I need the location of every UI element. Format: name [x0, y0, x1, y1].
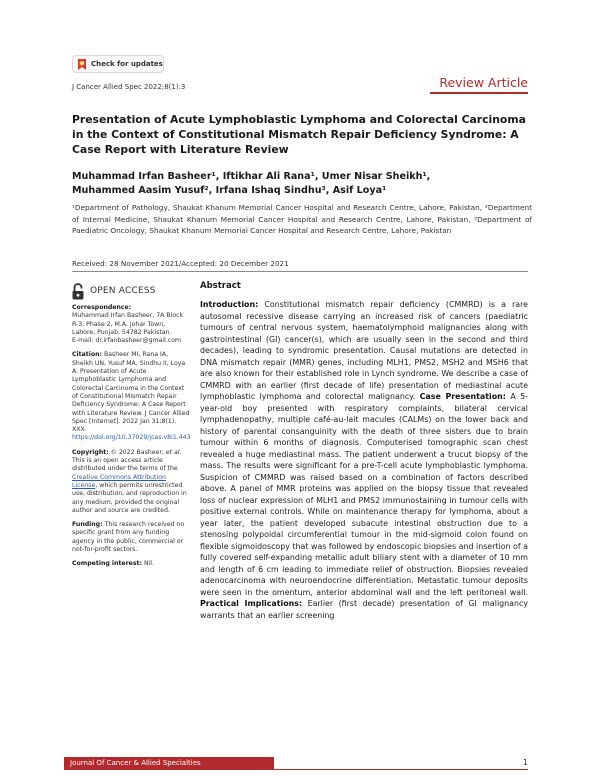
citation-text: Basheer MI, Rana IA, Sheikh UN, Yusuf MA, Sindhu II, Loya A. Presentation of Acute Lymphoblastic Lymphoma and Colorectal Carcinoma in the Context of Constitutional Mismatch Repair Deficiency Syndrome: A Case Report with Literature Review. J Cancer Allied Spec [Internet]. 2022 Jan 31;8(1). XXX. [72, 351, 190, 434]
correspondence-label: Correspondence: [72, 304, 132, 311]
license-link[interactable]: Creative Commons Attribution License [72, 473, 166, 489]
article-title: Presentation of Acute Lymphoblastic Lymphoma and Colorectal Carcinoma in the Context of Constitutional Mismatch Repair Deficiency Syndrome: A Case Report with Literature Review [72, 113, 526, 156]
article-type: Review Article [439, 75, 528, 90]
abstract-section [200, 281, 528, 621]
copyright-label: Copyright: [72, 448, 109, 456]
competing-interest-block [72, 560, 190, 568]
open-lock-icon [72, 283, 84, 300]
copyright-etal: et al. [165, 448, 182, 456]
competing-interest-label: Competing interest: [72, 560, 142, 568]
funding-block [72, 521, 190, 554]
copyright-mid: This is an open access article distributed under the terms of the [72, 457, 178, 473]
copyright-pre: © 2022 Basheer, [110, 448, 166, 456]
open-access-label: OPEN ACCESS [90, 285, 156, 296]
sidebar [72, 280, 190, 575]
correspondence-email[interactable]: E-mail: dr.irfanbasheer@gmail.com [72, 337, 182, 345]
authors-line-1: Muhammad Irfan Basheer¹, Iftikhar Ali Rana¹, Umer Nisar Sheikh¹, [72, 171, 431, 182]
open-access-badge [72, 280, 190, 302]
received-accepted-dates: Received: 28 November 2021/Accepted: 20 December 2021 [72, 259, 289, 268]
introduction-text: Constitutional mismatch repair deficiency (CMMRD) is a rare autosomal recessive disease carrying an increased risk of cancers (paediatric tumours of central nervous system, haematolymphoid malignancies along with gastrointestinal (GI) cancer(s), which are usually seen in the second and third decades), leading to syndromic presentation. Causal mutations are detected in DNA mismatch repair (MMR) genes, including MLH1, PMS2, MSH2 and MSH6 that are also known for their established role in Lynch syndrome. We describe a case of CMMRD with an earlier (first decade of life) presentation of mediastinal acute lymphoblastic lymphoma and colorectal malignancy. [200, 300, 528, 402]
funding-text: This research received no specific grant from any funding agency in the public, commercial or not-for-profit sectors. [72, 521, 185, 554]
journal-reference: J Cancer Allied Spec 2022;8(1):3 [72, 83, 186, 91]
introduction-label: Introduction: [200, 300, 259, 309]
crossmark-icon [77, 59, 87, 70]
header-rule [430, 92, 528, 94]
competing-interest-text: Nil. [143, 560, 154, 568]
section-divider [72, 271, 528, 272]
page-number: 1 [522, 758, 528, 767]
copyright-block [72, 449, 190, 515]
case-presentation-text: A 5-year-old boy presented with respiratory complaints, bilateral cervical lymphadenopathy, multiple café-au-lait macules (CALMs) on the lower back and history of parental consanguinity with the death of three sisters due to brain tumour within 6 months of diagnosis. Computerised tomographic scan chest revealed a huge mediastinal mass. The patient underwent a trucut biopsy of the mass. The results were significant for a pre-T-cell acute lymphoblastic lymphoma. Suspicion of CMMRD was raised based on a combination of factors described above. A panel of MMR proteins was applied on the biopsy tissue that revealed loss of nuclear expression of MLH1 and PMS2 immunostaining in tumour cells with positive external controls. While on maintenance therapy for lymphoma, about a year later, the patient developed subacute intestinal obstruction due to a stenosing polypoidal circumferential tumour in the mid-sigmoid colon found on flexible sigmoidoscopy that was followed by endoscopic biopsies and insertion of a fully covered self-expanding metallic adult biliary stent with a diameter of 10 mm and length of 6 cm leading to immediate relief of obstruction. Biopsies revealed adenocarcinoma with neuroendocrine differentiation. Metastatic tumour deposits were seen in the omentum, anterior abdominal wall and the left peritoneal wall. [200, 392, 528, 597]
citation-block [72, 351, 190, 442]
correspondence-block [72, 304, 190, 345]
practical-implications-text: Earlier (first decade) presentation of GI malignancy warrants that an earlier screening [200, 599, 528, 620]
doi-link[interactable]: https://doi.org/10.37029/jcas.v8i1.443 [72, 434, 191, 442]
citation-label: Citation: [72, 351, 103, 359]
copyright-post: , which permits unrestricted use, distribution, and reproduction in any medium, provided the original author and source are credited. [72, 481, 187, 514]
author-list [72, 170, 532, 198]
footer-rule [274, 769, 528, 770]
footer-journal-name: Journal Of Cancer & Allied Specialties [70, 759, 201, 767]
case-presentation-label: Case Presentation: [419, 392, 506, 402]
abstract-heading: Abstract [200, 281, 241, 291]
check-for-updates-label: Check for updates [91, 60, 163, 68]
correspondence-address: Muhammad Irfan Basheer, 7A Block R-3, Phase 2, M.A. Johar Town, Lahore, Punjab, 54782 Pakistan. [72, 312, 184, 336]
funding-label: Funding: [72, 521, 103, 529]
practical-implications-label: Practical Implications: [200, 599, 303, 609]
affiliations: ¹Department of Pathology, Shaukat Khanum Memorial Cancer Hospital and Research Centre, Lahore, Pakistan, ²Department of Internal Medicine, Shaukat Khanum Memorial Cancer Hospital and Research Centre, Lahore, Pakistan, ³Department of Paediatric Oncology, Shaukat Khanum Memorial Cancer Hospital and Research Centre, Lahore, Pakistan [72, 203, 532, 235]
authors-line-2: Muhammed Aasim Yusuf², Irfana Ishaq Sindhu³, Asif Loya¹ [72, 185, 387, 196]
journal-footer [64, 757, 528, 771]
abstract-body [200, 299, 528, 621]
check-for-updates-badge[interactable] [72, 55, 164, 73]
